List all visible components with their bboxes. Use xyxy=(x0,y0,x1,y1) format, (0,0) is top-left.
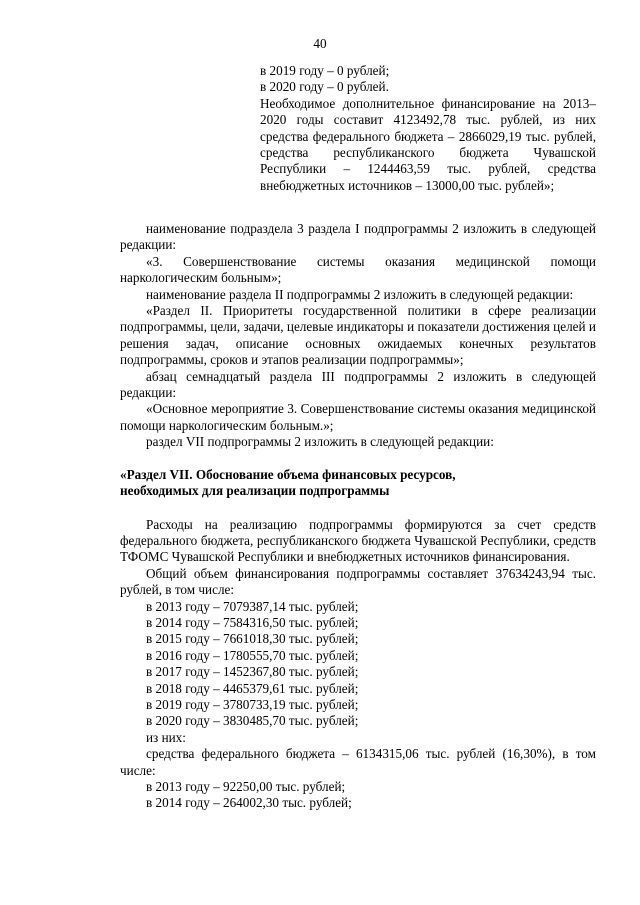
amendment-paragraph: раздел VII подпрограммы 2 изложить в следующей редакции: xyxy=(146,434,494,450)
amendment-paragraph: «3. Совершенствование системы оказания медицинской помощи наркологическим больным»; xyxy=(120,253,596,286)
of-them-label: из них: xyxy=(146,729,186,745)
year-funding-item: в 2015 году – 7661018,30 тыс. рублей; xyxy=(146,631,359,647)
federal-budget-text: средства федерального бюджета – 6134315,06 тыс. рублей (16,30%), в том числе: xyxy=(120,746,596,778)
year-funding-item: в 2020 году – 3830485,70 тыс. рублей; xyxy=(146,713,359,729)
year-funding-item: в 2013 году – 7079387,14 тыс. рублей; xyxy=(146,598,359,614)
section-heading-line: «Раздел VII. Обоснование объема финансовых ресурсов, xyxy=(120,466,456,482)
amendment-paragraph: «Основное мероприятие 3. Совершенствование системы оказания медицинской помощи наркологическим больным.»; xyxy=(120,401,596,433)
year-funding-item: в 2014 году – 7584316,50 тыс. рублей; xyxy=(146,614,359,630)
year-funding-item: в 2016 году – 1780555,70 тыс. рублей; xyxy=(146,647,359,663)
passport-fragment xyxy=(260,63,596,194)
page-number: 40 xyxy=(313,36,327,51)
section-heading-line: необходимых для реализации подпрограммы xyxy=(120,483,390,499)
section-intro: Расходы на реализацию подпрограммы формируются за счет средств федерального бюджета, республиканского бюджета Чувашской Республики, средств ТФОМС Чувашской Республики и внебюджетных источников финансирования. xyxy=(120,516,596,565)
year-funding-item: в 2019 году – 3780733,19 тыс. рублей; xyxy=(146,696,359,712)
amendment-paragraph: «Раздел II. Приоритеты государственной политики в сфере реализации подпрограммы, цели, задачи, целевые индикаторы и показатели достижения целей и решения задач, описание основных ожидаемых конечных результатов подпрограммы, сроков и этапов реализации подпрограммы»; xyxy=(120,303,596,368)
year-funding-item: в 2017 году – 1452367,80 тыс. рублей; xyxy=(146,664,359,680)
passport-funding-text: Необходимое дополнительное финансирование на 2013–2020 годы составит 4123492,78 тыс. рублей, из них средства федерального бюджета – 2866029,19 тыс. рублей, средства республиканского бюджета Чувашской Республики – 1244463,59 тыс. рублей, средства внебюджетных источников – 13000,00 тыс. рублей»; xyxy=(260,95,596,193)
federal-year-item: в 2014 году – 264002,30 тыс. рублей; xyxy=(146,795,352,811)
passport-year-2019: в 2019 году – 0 рублей; xyxy=(260,63,390,78)
passport-year-2020: в 2020 году – 0 рублей. xyxy=(260,79,389,95)
section-total: Общий объем финансирования подпрограммы составляет 37634243,94 тыс. рублей, в том числе: xyxy=(120,565,596,598)
federal-year-item: в 2013 году – 92250,00 тыс. рублей; xyxy=(146,779,346,794)
amendment-paragraph: наименование раздела II подпрограммы 2 изложить в следующей редакции: xyxy=(146,286,574,302)
amendment-paragraph: наименование подраздела 3 раздела I подпрограммы 2 изложить в следующей редакции: xyxy=(120,221,596,253)
year-funding-item: в 2018 году – 4465379,61 тыс. рублей; xyxy=(146,680,359,696)
document-body xyxy=(120,221,596,812)
amendment-paragraph: абзац семнадцатый раздела III подпрограммы 2 изложить в следующей редакции: xyxy=(120,368,596,401)
